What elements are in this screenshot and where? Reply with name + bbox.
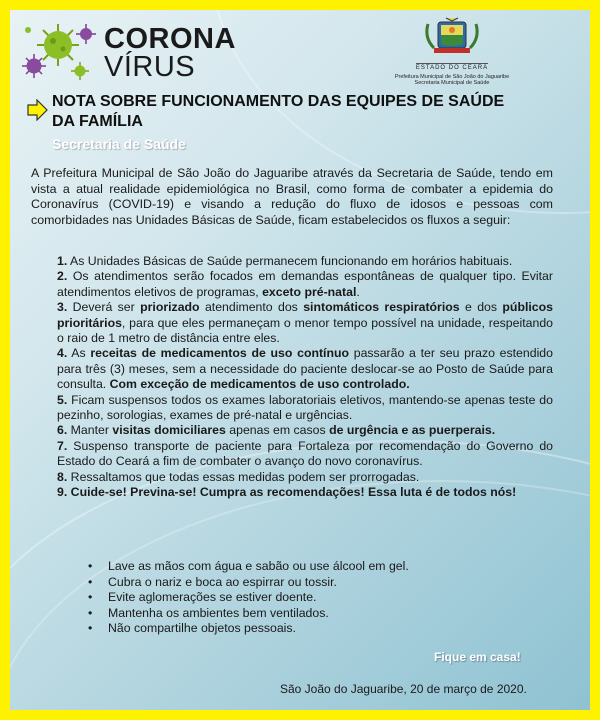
measure-item xyxy=(57,393,553,424)
measure-number: 1. xyxy=(57,254,68,268)
measure-item xyxy=(57,439,553,470)
prevention-tip: • Cubra o nariz e boca ao espirrar ou tossir. xyxy=(88,575,409,591)
measure-item xyxy=(57,300,553,346)
prevention-tip: • Mantenha os ambientes bem ventilados. xyxy=(88,606,409,622)
measure-text-bold: sintomáticos respiratórios xyxy=(303,300,460,315)
coat-of-arms-icon xyxy=(422,16,482,56)
prevention-tip: • Lave as mãos com água e sabão ou use álcool em gel. xyxy=(88,559,409,575)
measure-text-bold: priorizado xyxy=(140,300,200,315)
measure-number: 7. xyxy=(57,438,68,453)
measure-item xyxy=(57,485,553,500)
logo-line-corona: CORONA xyxy=(104,23,236,55)
measure-item xyxy=(57,470,553,485)
measure-text: . xyxy=(356,284,360,299)
measure-text-bold: receitas de medicamentos de uso contínuo xyxy=(90,346,350,361)
page-subtitle: Secretaria de Saúde xyxy=(52,136,186,152)
crest-prefeitura: Prefeitura Municipal de São João do Jaguaribe xyxy=(394,74,510,80)
coronavirus-logo xyxy=(22,20,236,83)
measure-number: 4. xyxy=(57,346,68,361)
measure-text-bold: exceto pré-natal xyxy=(262,284,357,299)
measure-text: e dos xyxy=(459,300,503,315)
measure-number: 9. xyxy=(57,485,68,500)
page-title: NOTA SOBRE FUNCIONAMENTO DAS EQUIPES DE SAÚDE DA FAMÍLIA xyxy=(52,93,505,130)
measure-item xyxy=(57,254,553,269)
ceara-crest xyxy=(372,16,532,88)
measure-text: Os atendimentos serão focados em demandas espontâneas de qualquer tipo. Evitar atendimentos eletivos de programas, xyxy=(57,269,553,299)
prevention-tip: • Não compartilhe objetos pessoais. xyxy=(88,621,409,637)
measure-text-bold: públicos prioritários xyxy=(57,300,553,330)
measure-text-bold: Cuide-se! Previna-se! Cumpra as recomendações! Essa luta é de todos nós! xyxy=(67,485,517,500)
measure-text: Deverá ser xyxy=(67,300,141,315)
measure-text: atendimento dos xyxy=(199,300,304,315)
measure-number: 5. xyxy=(57,392,68,407)
measures-list xyxy=(57,254,553,501)
measure-item xyxy=(57,269,553,300)
measure-text: As Unidades Básicas de Saúde permanecem funcionando em horários habituais. xyxy=(67,254,513,268)
virus-icon xyxy=(22,20,106,82)
measure-text: Ficam suspensos todos os exames laboratoriais eletivos, mantendo-se apenas teste do pezinho, sorologias, exames de pré-natal e urgências. xyxy=(57,392,553,423)
date-line: São João do Jaguaribe, 20 de março de 2020. xyxy=(280,682,527,696)
measure-text: passarão a ter seu prazo estendido para três (3) meses, sem a necessidade do paciente deslocar-se ao Posto de Saúde para consulta. xyxy=(57,346,553,392)
measure-item xyxy=(57,423,553,438)
prevention-tip: • Evite aglomerações se estiver doente. xyxy=(88,590,409,606)
crest-state: ESTADO DO CEARÁ xyxy=(415,65,489,71)
measure-item xyxy=(57,346,553,392)
measure-text: As xyxy=(67,346,91,361)
logo-line-virus: VÍRUS xyxy=(104,51,196,83)
closing-message: Fique em casa! xyxy=(434,650,521,664)
prevention-tips-list xyxy=(88,559,409,637)
measure-text-bold: de urgência e as puerperais. xyxy=(329,423,496,438)
measure-number: 3. xyxy=(57,300,68,315)
measure-text: Manter xyxy=(67,423,113,438)
measure-text: Ressaltamos que todas essas medidas podem ser prorrogadas. xyxy=(67,469,420,484)
measure-text-bold: visitas domiciliares xyxy=(112,423,226,438)
crest-secretaria: Secretaria Municipal de Saúde xyxy=(414,80,490,86)
arrow-right-icon xyxy=(26,99,48,121)
measure-text-bold: Com exceção de medicamentos de uso controlado. xyxy=(109,377,410,392)
measure-number: 8. xyxy=(57,469,68,484)
measure-text: , para que eles permaneçam o menor tempo possível na unidade, respeitando o raio de 1 metro de distância entre eles. xyxy=(57,315,553,346)
intro-paragraph: A Prefeitura Municipal de São João do Jaguaribe através da Secretaria de Saúde, tendo em vista a atual realidade epidemiológica no Brasil, como forma de combater a epidemia do Coronavírus (COVID-19) e visando a redução do fluxo de idosos e pessoas com comorbidades nas Unidades Básicas de Saúde, ficam estabelecidos os fluxos a seguir: xyxy=(31,166,553,227)
measure-text: Suspenso transporte de paciente para Fortaleza por recomendação do Governo do Estado do Ceará a fim de combater o avanço do novo coronavírus. xyxy=(57,438,553,469)
measure-number: 2. xyxy=(57,269,68,284)
measure-text: apenas em casos xyxy=(225,423,330,438)
measure-number: 6. xyxy=(57,423,68,438)
